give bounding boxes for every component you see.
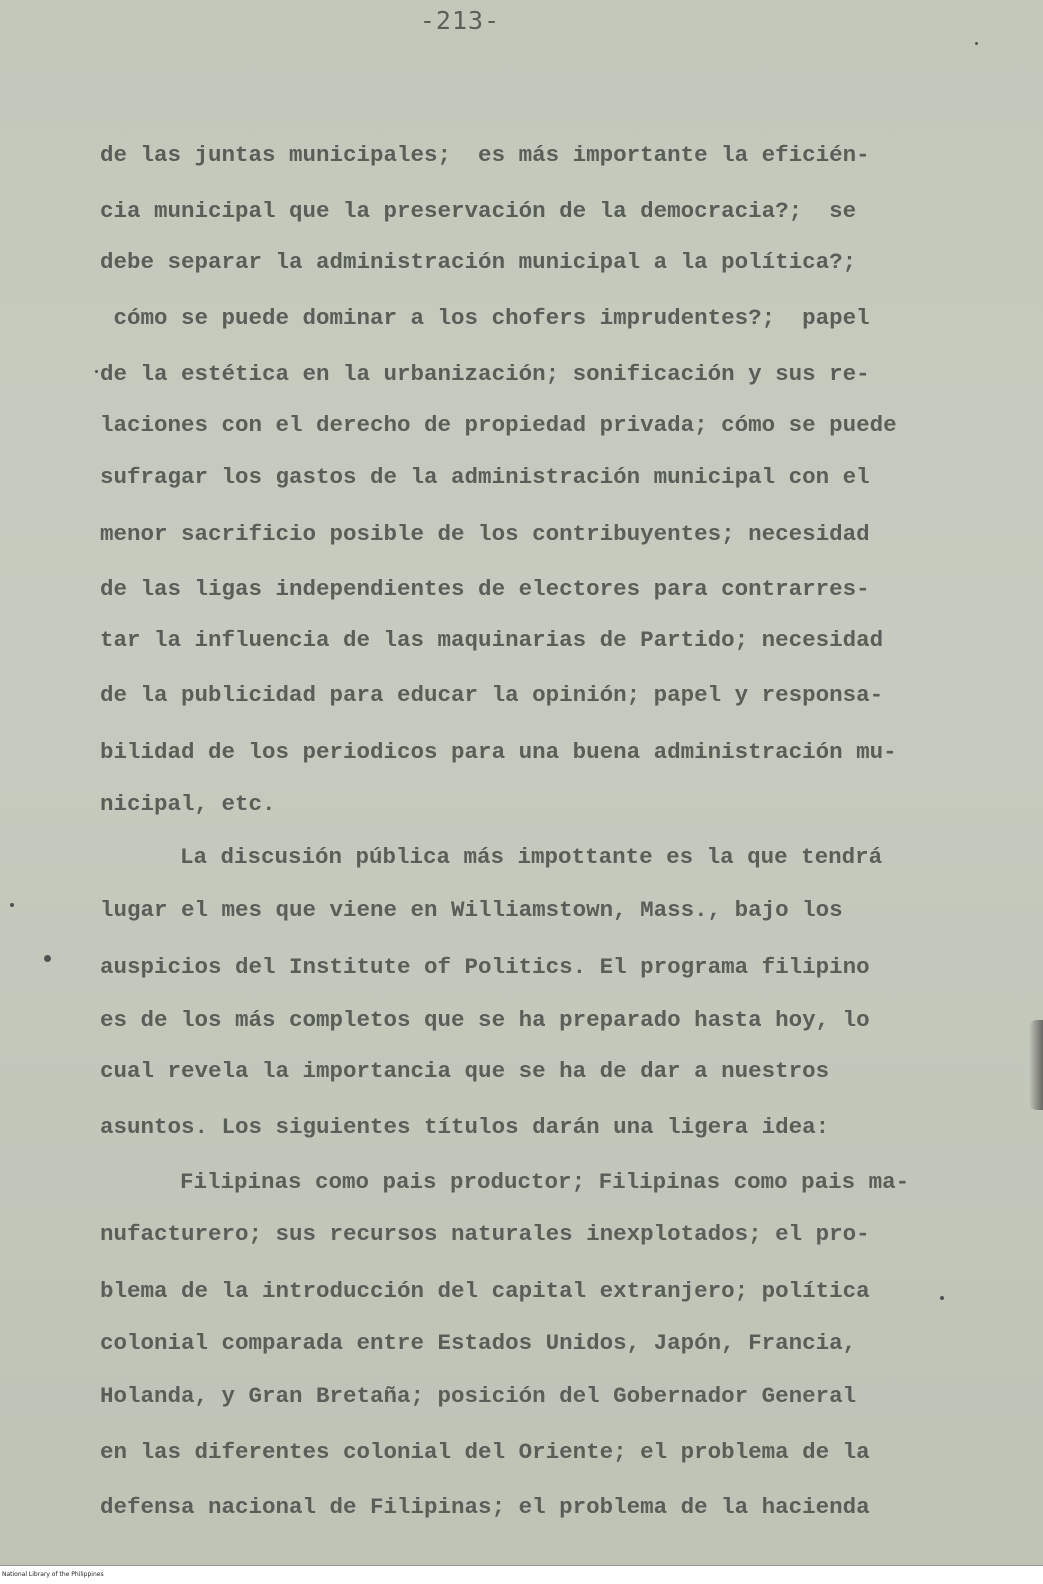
ink-spot [940, 1296, 944, 1300]
text-line: cual revela la importancia que se ha de dar a nuestros [100, 1058, 830, 1084]
page-edge-shadow [1029, 1020, 1043, 1110]
ink-spot [95, 370, 98, 373]
footer-strip [0, 1565, 1043, 1584]
text-line: blema de la introducción del capital extranjero; política [100, 1278, 870, 1304]
page-number: -213- [419, 6, 501, 35]
text-line: nufacturero; sus recursos naturales inexplotados; el pro- [100, 1221, 870, 1247]
text-line: cómo se puede dominar a los chofers imprudentes?; papel [100, 305, 870, 331]
text-line: lugar el mes que viene en Williamstown, Mass., bajo los [100, 897, 843, 923]
text-line: Holanda, y Gran Bretaña; posición del Gobernador General [100, 1383, 857, 1409]
text-line: menor sacrificio posible de los contribuyentes; necesidad [100, 521, 870, 547]
text-line: defensa nacional de Filipinas; el problema de la hacienda [100, 1494, 870, 1520]
text-line: cia municipal que la preservación de la democracia?; se [100, 198, 857, 224]
ink-spot [975, 42, 978, 45]
text-line: de las juntas municipales; es más importante la eficién- [100, 142, 870, 168]
text-line: sufragar los gastos de la administración municipal con el [100, 464, 870, 490]
text-line: en las diferentes colonial del Oriente; el problema de la [100, 1439, 870, 1465]
text-line: asuntos. Los siguientes títulos darán una ligera idea: [100, 1114, 830, 1140]
text-line: de la publicidad para educar la opinión; papel y responsa- [100, 682, 884, 708]
text-line: laciones con el derecho de propiedad privada; cómo se puede [100, 412, 897, 438]
text-line: La discusión pública más impottante es la que tendrá [180, 844, 883, 870]
text-line: Filipinas como pais productor; Filipinas como pais ma- [180, 1169, 910, 1195]
text-line: bilidad de los periodicos para una buena administración mu- [100, 739, 897, 765]
text-line: auspicios del Institute of Politics. El programa filipino [100, 954, 870, 980]
ink-spot [10, 903, 14, 907]
text-line: colonial comparada entre Estados Unidos, Japón, Francia, [100, 1330, 857, 1356]
text-line: de las ligas independientes de electores para contrarres- [100, 576, 870, 602]
text-line: debe separar la administración municipal a la política?; [100, 249, 857, 275]
footer-credit: National Library of the Philippines [2, 1571, 104, 1578]
ink-spot [44, 955, 51, 962]
typewritten-text [100, 128, 1005, 1532]
text-line: es de los más completos que se ha preparado hasta hoy, lo [100, 1007, 870, 1033]
text-line: tar la influencia de las maquinarias de Partido; necesidad [100, 627, 884, 653]
text-line: de la estética en la urbanización; sonificación y sus re- [100, 361, 870, 387]
text-line: nicipal, etc. [100, 791, 276, 817]
